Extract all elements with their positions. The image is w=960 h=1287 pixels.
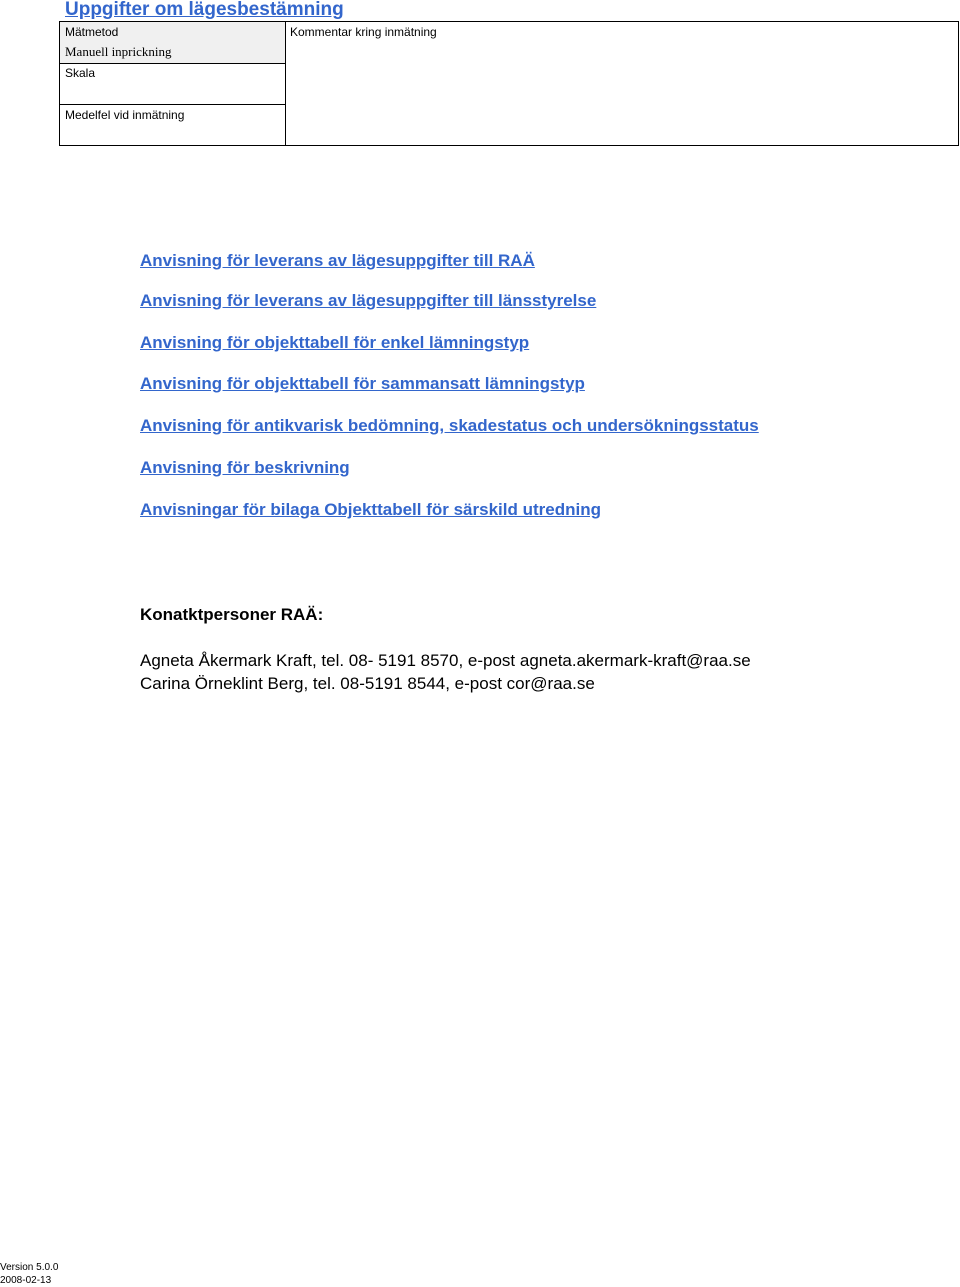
scale-label: Skala xyxy=(65,66,96,80)
method-cell[interactable] xyxy=(60,22,285,64)
link-delivery-lansstyrelse[interactable]: Anvisning för leverans av lägesuppgifter till länsstyrelse xyxy=(140,291,597,310)
form-left-column xyxy=(60,22,286,145)
error-label: Medelfel vid inmätning xyxy=(65,108,185,122)
scale-cell[interactable] xyxy=(60,64,285,105)
date-label: 2008-02-13 xyxy=(0,1275,52,1286)
link-description[interactable]: Anvisning för beskrivning xyxy=(140,458,350,477)
link-object-table-composite[interactable]: Anvisning för objekttabell för sammansatt lämningstyp xyxy=(140,374,585,393)
link-object-table-simple[interactable]: Anvisning för objekttabell för enkel lämningstyp xyxy=(140,333,530,352)
location-form-table xyxy=(59,21,959,146)
link-antiquarian-assessment[interactable]: Anvisning för antikvarisk bedömning, skadestatus och undersökningsstatus xyxy=(140,416,759,435)
error-cell[interactable] xyxy=(60,105,285,145)
comment-label[interactable]: Kommentar kring inmätning xyxy=(290,25,437,39)
page-heading: Uppgifter om lägesbestämning xyxy=(65,0,344,20)
link-special-investigation[interactable]: Anvisningar för bilaga Objekttabell för särskild utredning xyxy=(140,500,601,519)
contact-line: Agneta Åkermark Kraft, tel. 08- 5191 8570, e-post agneta.akermark-kraft@raa.se xyxy=(140,651,751,670)
link-delivery-raa[interactable]: Anvisning för leverans av lägesuppgifter till RAÄ xyxy=(140,251,535,270)
method-value[interactable]: Manuell inprickning xyxy=(65,44,172,59)
contact-line: Carina Örneklint Berg, tel. 08-5191 8544, e-post cor@raa.se xyxy=(140,674,595,693)
method-label: Mätmetod xyxy=(65,25,119,39)
contacts-heading: Konatktpersoner RAÄ: xyxy=(140,605,324,624)
version-label: Version 5.0.0 xyxy=(0,1262,59,1273)
